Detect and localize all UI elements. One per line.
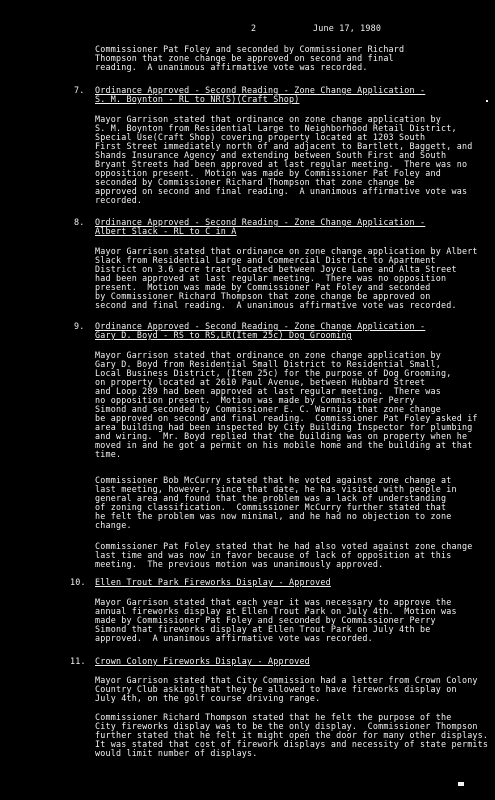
item-8-title xyxy=(95,218,467,236)
item-number: 11. xyxy=(70,656,86,666)
text-line: no opposition present. Motion was made by Commissioner Perry xyxy=(95,395,415,405)
text-line: Mayor Garrison stated that ordinance on zone change application by xyxy=(95,114,441,124)
text-line: meeting. The previous motion was unanimously approved. xyxy=(95,559,384,569)
text-line: Mayor Garrison stated that each year it was necessary to approve the xyxy=(95,597,452,607)
text-line: Gary D. Boyd from Residential Small District to Residential Small, xyxy=(95,359,441,369)
text-line: made by Commissioner Pat Foley and seconded by Commissioner Perry xyxy=(95,615,436,625)
item-title-line: Albert Slack - RL to C in A xyxy=(95,226,237,236)
text-line: July 4th, on the golf course driving range. xyxy=(95,693,321,703)
text-line: Commissioner Richard Thompson stated that he felt the purpose of the xyxy=(95,712,452,722)
item-number: 9. xyxy=(74,321,85,331)
text-line: annual fireworks display at Ellen Trout Park on July 4th. Motion was xyxy=(95,606,457,616)
text-line: seconded by Commissioner Richard Thompson that zone change be xyxy=(95,177,415,187)
text-line: time. xyxy=(95,449,122,459)
meeting-date: June 17, 1980 xyxy=(313,23,382,33)
item-9-paragraph-2 xyxy=(95,476,467,530)
text-line: area building had been inspected by City Building Inspector for plumbing xyxy=(95,422,473,432)
item-title-line: Ordinance Approved - Second Reading - Zone Change Application - xyxy=(95,321,426,331)
item-title-line: Ordinance Approved - Second Reading - Zone Change Application - xyxy=(95,217,426,227)
text-line: be approved on second and final reading. Commissioner Pat Foley asked if xyxy=(95,413,478,423)
text-line: Local Business District, (Item 25c) for the purpose of Dog Grooming, xyxy=(95,368,452,378)
text-line: Commissioner Pat Foley stated that he had also voted against zone change xyxy=(95,541,473,551)
text-line: by Commissioner Richard Thompson that zone change be approved on xyxy=(95,291,431,301)
text-line: Commissioner Pat Foley and seconded by Commissioner Richard xyxy=(95,44,405,54)
item-number: 10. xyxy=(70,577,86,587)
text-line: City fireworks display was to be the only display. Commissioner Thompson xyxy=(95,721,478,731)
text-line: last meeting, however, since that date, he has visited with people in xyxy=(95,484,457,494)
text-line: approved on second and final reading. A unanimous affirmative vote was xyxy=(95,186,468,196)
item-11-paragraph-2 xyxy=(95,712,489,758)
text-line: approved. A unanimous affirmative vote was recorded. xyxy=(95,633,373,643)
item-7-paragraph xyxy=(95,114,473,205)
item-10-title xyxy=(95,578,467,587)
item-number: 8. xyxy=(74,217,85,227)
text-line: recorded. xyxy=(95,195,143,205)
text-line: Commissioner Bob McCurry stated that he voted against zone change at xyxy=(95,475,452,485)
text-line: Thompson that zone change be approved on second and final xyxy=(95,53,394,63)
item-title-line: Ordinance Approved - Second Reading - Zone Change Application - xyxy=(95,85,426,95)
page-header xyxy=(0,24,495,34)
item-8-paragraph xyxy=(95,246,478,310)
text-line: change. xyxy=(95,520,132,530)
item-title-line: S. M. Boynton - RL to NR(S)(Craft Shop) xyxy=(95,94,300,104)
text-line: and wiring. Mr. Boyd replied that the building was on property when he xyxy=(95,431,468,441)
text-line: reading. A unanimous affirmative vote was recorded. xyxy=(95,62,368,72)
text-line: It was stated that cost of firework displays and necessity of state permits xyxy=(95,739,489,749)
text-line: he felt the problem was now minimal, and he had no objection to zone xyxy=(95,511,452,521)
item-title-line: Gary D. Boyd - RS to RS,LR(Item 25c) Dog Grooming xyxy=(95,330,352,340)
text-line: further stated that he felt it might open the door for many other displays. xyxy=(95,730,489,740)
text-line: would limit number of displays. xyxy=(95,748,258,758)
text-line: S. M. Boynton from Residential Large to Neighborhood Retail District, xyxy=(95,123,457,133)
text-line: general area and found that the problem was a lack of understanding xyxy=(95,493,447,503)
page-number: 2 xyxy=(251,23,257,33)
text-line: last time and was now in favor because of lack of opposition at this xyxy=(95,550,452,560)
scan-speck xyxy=(458,782,464,786)
text-line: Mayor Garrison stated that ordinance on zone change application by Albert xyxy=(95,246,478,256)
text-line: present. Motion was made by Commissioner Pat Foley and seconded xyxy=(95,282,431,292)
item-11-title xyxy=(95,657,467,666)
text-line: moved in and he got a permit on his mobile home and the building at that xyxy=(95,440,473,450)
item-number: 7. xyxy=(74,85,85,95)
item-9-paragraph-3 xyxy=(95,541,473,569)
intro-paragraph xyxy=(95,45,467,72)
text-line: District on 3.6 acre tract located between Joyce Lane and Alta Street xyxy=(95,264,457,274)
text-line: Shands Insurance Agency and extending between South First and South xyxy=(95,150,447,160)
item-title-line: Ellen Trout Park Fireworks Display - Approved xyxy=(95,577,331,587)
text-line: First Street immediately north of and adjacent to Bartlett, Baggett, and xyxy=(95,141,473,151)
text-line: Country Club asking that they be allowed to have fireworks display on xyxy=(95,684,457,694)
item-title-line: Crown Colony Fireworks Display - Approved xyxy=(95,656,310,666)
text-line: Simond that fireworks display at Ellen Trout Park on July 4th be xyxy=(95,624,431,634)
text-line: on property located at 2610 Paul Avenue, between Hubbard Street xyxy=(95,377,426,387)
text-line: of zoning classification. Commissioner McCurry further stated that xyxy=(95,502,447,512)
text-line: opposition present. Motion was made by Commissioner Pat Foley and xyxy=(95,168,441,178)
item-9-title xyxy=(95,322,467,340)
text-line: Mayor Garrison stated that ordinance on zone change application by xyxy=(95,350,441,360)
text-line: Mayor Garrison stated that City Commission had a letter from Crown Colony xyxy=(95,675,478,685)
item-11-paragraph-1 xyxy=(95,675,478,703)
text-line: Slack from Residential Large and Commercial District to Apartment xyxy=(95,255,436,265)
text-line: second and final reading. A unanimous affirmative vote was recorded. xyxy=(95,300,457,310)
item-7-title xyxy=(95,86,467,104)
text-line: Simond and seconded by Commissioner E. C. Warning that zone change xyxy=(95,404,441,414)
item-10-paragraph xyxy=(95,598,467,643)
text-line: Special Use(Craft Shop) covering property located at 1203 South xyxy=(95,132,426,142)
text-line: and Loop 289 had been approved at last regular meeting. There was xyxy=(95,386,441,396)
text-line: Bryant Streets had been approved at last regular meeting. There was no xyxy=(95,159,468,169)
scan-speck xyxy=(486,100,488,102)
item-9-paragraph-1 xyxy=(95,350,478,459)
text-line: had been approved at last regular meeting. There was no opposition xyxy=(95,273,447,283)
